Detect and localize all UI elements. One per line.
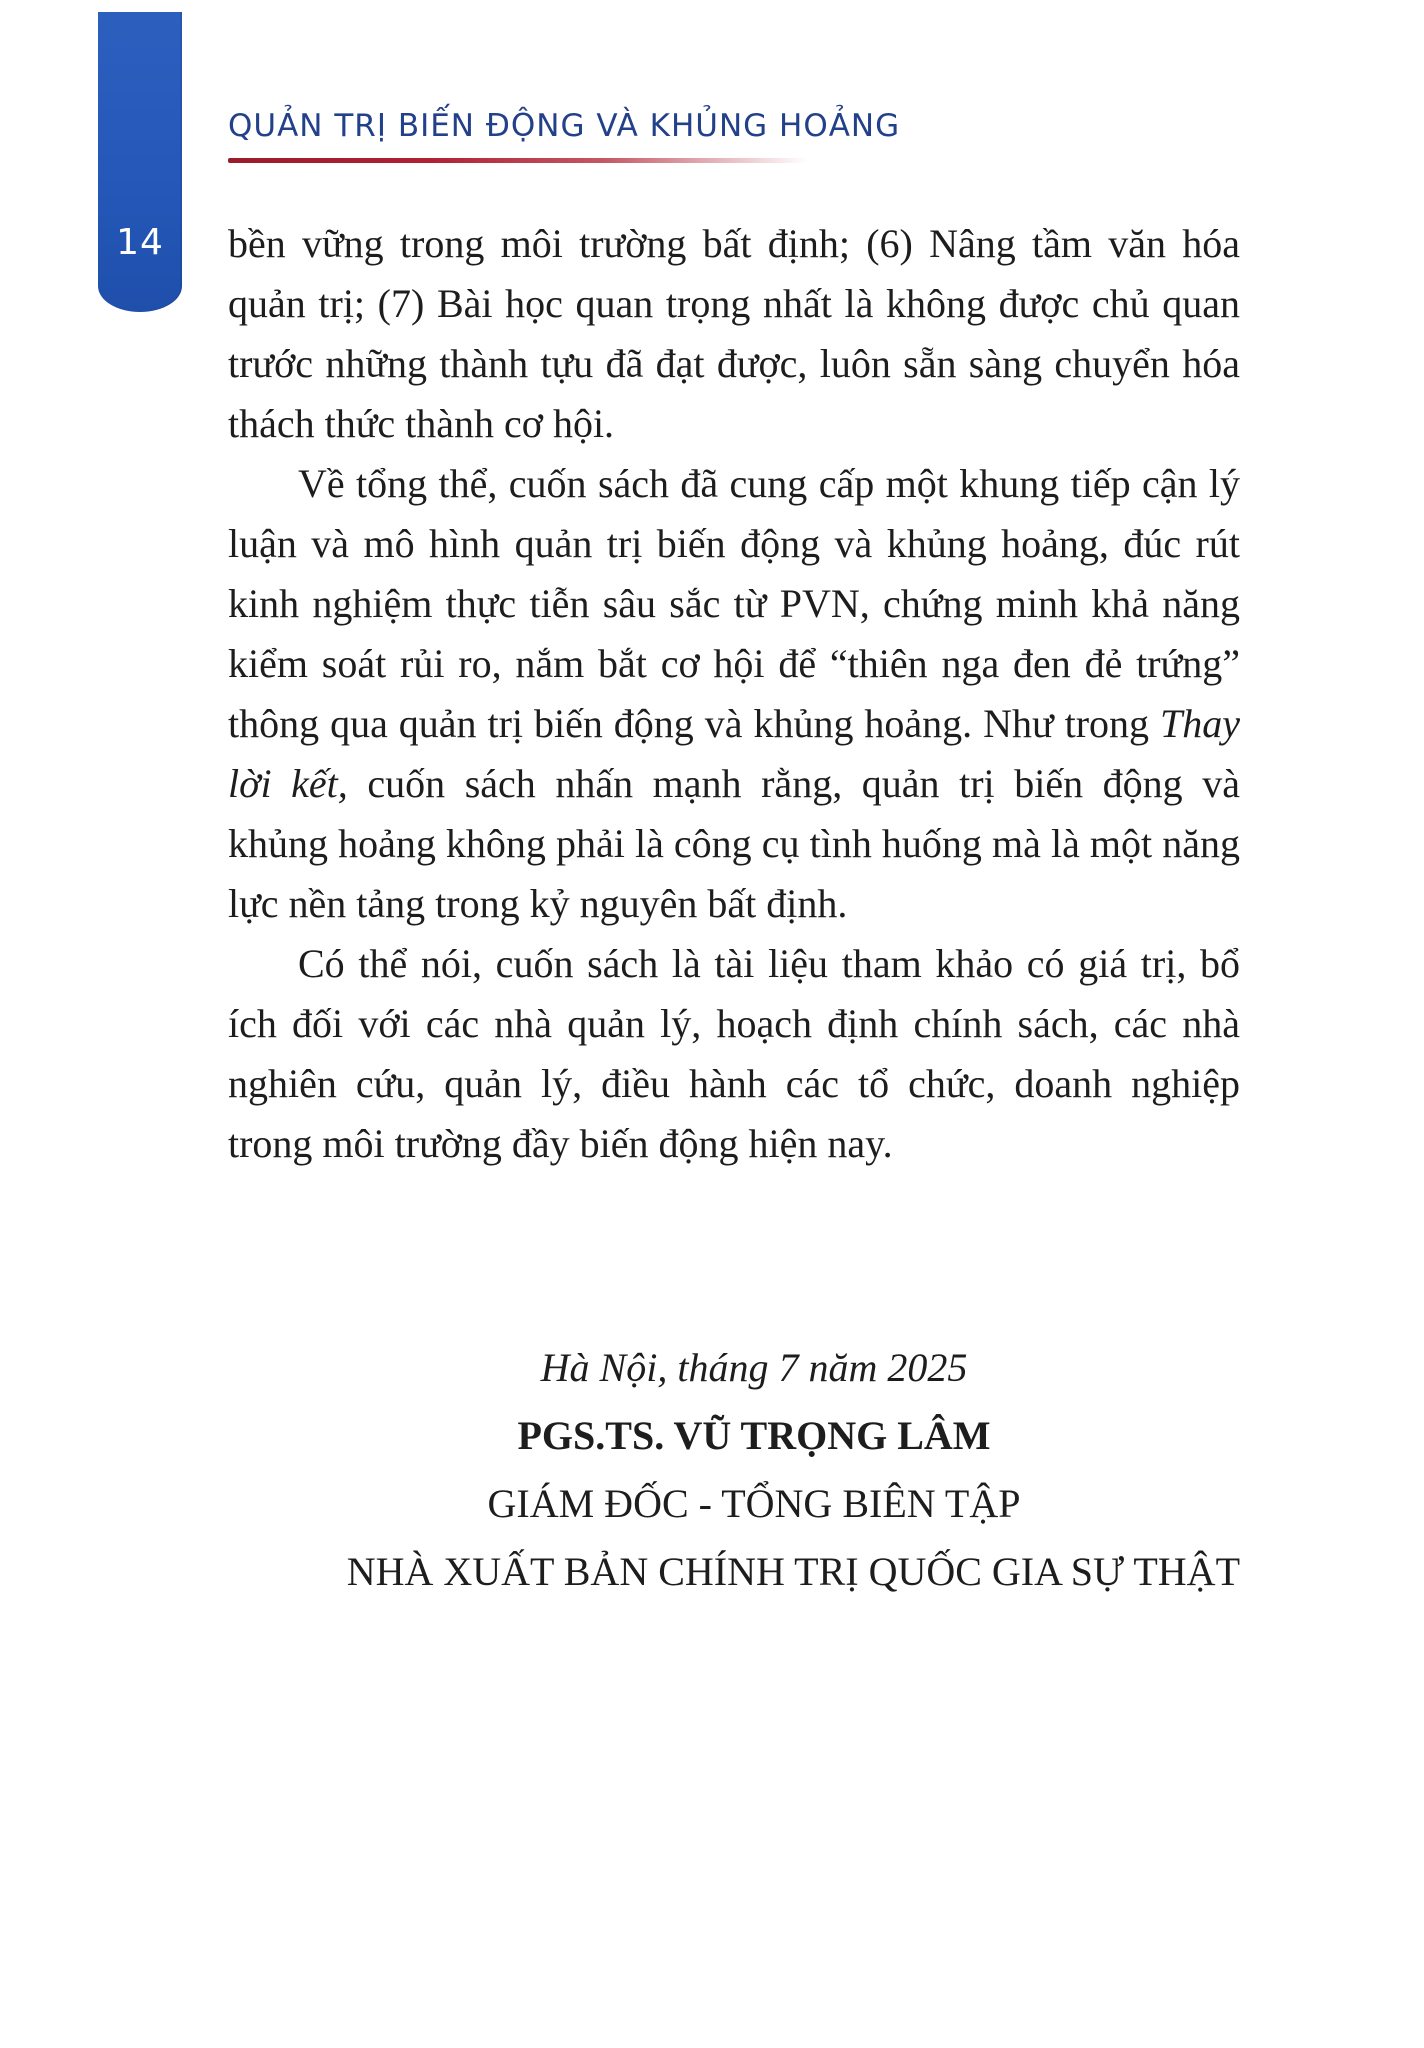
signature-name: PGS.TS. VŨ TRỌNG LÂM	[517, 1413, 991, 1458]
header-divider	[228, 158, 808, 163]
signature-block	[228, 1334, 1240, 1606]
signature-title: GIÁM ĐỐC - TỔNG BIÊN TẬP	[487, 1481, 1021, 1526]
paragraph-overview-text-2: cuốn sách nhấn mạnh rằng, quản trị biến động và khủng hoảng không phải là công cụ tình huống mà là một năng lực nền tảng trong kỷ nguyên bất định.	[228, 761, 1240, 926]
paragraph-overview	[228, 454, 1240, 934]
italic-book-section-title: Thay lời kết,	[228, 701, 1240, 806]
body-text	[228, 214, 1240, 1174]
running-header-title: QUẢN TRỊ BIẾN ĐỘNG VÀ KHỦNG HOẢNG	[228, 108, 901, 144]
paragraph-conclusion: Có thể nói, cuốn sách là tài liệu tham khảo có giá trị, bổ ích đối với các nhà quản lý, hoạch định chính sách, các nhà nghiên cứu, quản lý, điều hành các tổ chức, doanh nghiệp trong môi trường đầy biến động hiện nay.	[228, 941, 1240, 1166]
signature-place-date: Hà Nội, tháng 7 năm 2025	[540, 1345, 968, 1390]
paragraph-overview-text-1: Về tổng thể, cuốn sách đã cung cấp một khung tiếp cận lý luận và mô hình quản trị biến động và khủng hoảng, đúc rút kinh nghiệm thực tiễn sâu sắc từ PVN, chứng minh khả năng kiểm soát rủi ro, nắm bắt cơ hội để “thiên nga đen đẻ trứng” thông qua quản trị biến động và khủng hoảng. Như trong	[228, 461, 1240, 746]
page-number: 14	[116, 222, 164, 263]
paragraph-continuation: bền vững trong môi trường bất định; (6) Nâng tầm văn hóa quản trị; (7) Bài học quan trọng nhất là không được chủ quan trước những thành tựu đã đạt được, luôn sẵn sàng chuyển hóa thách thức thành cơ hội.	[228, 221, 1240, 446]
page-number-tab	[98, 12, 182, 312]
signature-organization: NHÀ XUẤT BẢN CHÍNH TRỊ QUỐC GIA SỰ THẬT	[346, 1549, 1240, 1594]
